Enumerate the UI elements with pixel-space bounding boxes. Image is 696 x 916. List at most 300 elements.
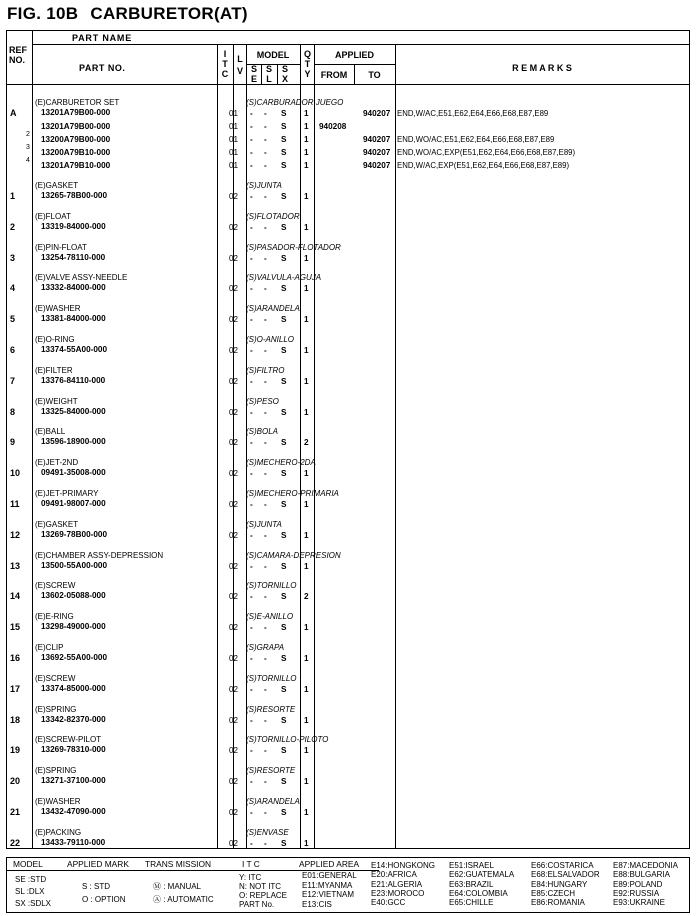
- part-number: 13201A79B00-000: [41, 122, 111, 131]
- quantity: 1: [304, 530, 309, 540]
- level: 02: [229, 684, 238, 694]
- model-se: -: [250, 122, 253, 131]
- part-name: (E)SCREW: [35, 673, 76, 683]
- ref-number: 10: [10, 468, 21, 479]
- model-sx: S: [281, 346, 287, 355]
- ref-number: 4: [10, 283, 16, 294]
- quantity: 1: [304, 777, 309, 787]
- model-sl: -: [264, 438, 267, 448]
- table-row: [7, 302, 691, 332]
- model-se: -: [250, 284, 253, 294]
- legend-transmission-header: TRANS MISSION: [145, 859, 212, 869]
- part-number: 13692-55A00-000: [41, 653, 108, 662]
- part-name: (E)FILTER: [35, 365, 73, 375]
- level: 02: [229, 192, 238, 201]
- page-title: [7, 4, 248, 24]
- model-sl: -: [264, 407, 267, 417]
- model-sx: S: [281, 253, 287, 263]
- model-sl: -: [264, 592, 267, 602]
- part-name: (E)E-RING: [35, 612, 74, 622]
- quantity: 1: [304, 109, 309, 118]
- model-se: -: [250, 135, 253, 144]
- part-name: (E)PACKING: [35, 827, 82, 837]
- remarks: END,WO/AC,EXP(E51,E62,E64,E66,E68,E87,E89): [397, 148, 576, 157]
- part-name: (E)GASKET: [35, 181, 79, 190]
- table-row: [7, 610, 691, 640]
- spanish-name: (S)BOLA: [246, 427, 279, 437]
- ref-number: 8: [10, 406, 16, 417]
- level: 02: [229, 253, 238, 263]
- spanish-name: (S)RESORTE: [246, 766, 296, 776]
- table-row: [7, 364, 691, 394]
- spanish-name: (S)FILTRO: [246, 365, 285, 375]
- part-name: (E)WASHER: [35, 797, 81, 806]
- model-se: -: [250, 838, 253, 848]
- parts-table: [6, 30, 690, 849]
- quantity: 2: [304, 592, 309, 602]
- legend-model-header: MODEL: [13, 859, 43, 869]
- spanish-name: (S)PASADOR-FLOTADOR: [246, 242, 341, 252]
- quantity: 1: [304, 654, 309, 663]
- model-sx: S: [281, 469, 287, 479]
- part-number: 09491-98007-000: [41, 499, 106, 508]
- model-se: -: [250, 808, 253, 817]
- table-row: [7, 179, 691, 209]
- model-se: -: [250, 346, 253, 355]
- part-number: 13374-85000-000: [41, 683, 106, 693]
- quantity: 1: [304, 135, 309, 144]
- level: 02: [229, 838, 238, 848]
- legend-area-list-4: E66:COSTARICA E68:ELSALVADOR E84:HUNGARY E85:CZECH E86:ROMANIA: [531, 861, 600, 908]
- spanish-name: (S)JUNTA: [246, 181, 282, 190]
- model-sl: -: [264, 346, 267, 355]
- level: 02: [229, 315, 238, 325]
- quantity: 1: [304, 284, 309, 294]
- level: 02: [229, 561, 238, 571]
- spanish-name: (S)E-ANILLO: [246, 612, 294, 622]
- part-name: (E)SPRING: [35, 704, 77, 714]
- quantity: 1: [304, 407, 309, 417]
- part-name: (E)FLOAT: [35, 211, 71, 221]
- level: 01: [229, 122, 239, 131]
- table-row: [7, 456, 691, 486]
- model-sl: -: [264, 284, 267, 294]
- quantity: 1: [304, 346, 309, 355]
- quantity: 1: [304, 376, 309, 386]
- quantity: 1: [304, 122, 309, 131]
- part-name: (E)WASHER: [35, 304, 81, 314]
- ref-number: 11: [10, 499, 20, 509]
- part-number: 13319-84000-000: [41, 221, 106, 231]
- level: 02: [229, 469, 238, 479]
- part-name: (E)SCREW-PILOT: [35, 735, 102, 745]
- model-sl: -: [264, 135, 267, 144]
- table-row: [7, 487, 691, 517]
- level: 02: [229, 438, 238, 448]
- part-name: (E)GASKET: [35, 519, 79, 529]
- model-se: -: [250, 109, 253, 118]
- model-sx: S: [281, 148, 287, 157]
- spanish-name: (S)MECHERO-2DA: [246, 458, 316, 468]
- model-se: -: [250, 684, 253, 694]
- ref-number: 7: [10, 375, 16, 386]
- model-sx: S: [281, 376, 287, 386]
- legend-applied-mark-list: S : STD O : OPTION: [82, 882, 126, 904]
- model-sl: -: [264, 838, 267, 848]
- table-subrow: [7, 157, 691, 173]
- ref-number: 21: [10, 807, 21, 817]
- model-sx: S: [281, 407, 287, 417]
- applied-to: 940207: [363, 135, 391, 144]
- part-name: (E)JET-PRIMARY: [35, 489, 99, 498]
- variant-index: 3: [26, 144, 30, 151]
- model-sx: S: [281, 746, 287, 756]
- ref-number: 2: [10, 221, 16, 232]
- model-sx: S: [281, 438, 287, 448]
- legend-itc-list: Y: ITC N: NOT ITC O: REPLACE PART No.: [239, 873, 288, 909]
- table-row: [7, 518, 691, 548]
- variant-index: 4: [26, 157, 30, 164]
- part-number: 13342-82370-000: [41, 714, 106, 724]
- table-subrow: [7, 144, 691, 160]
- spanish-name: (S)RESORTE: [246, 704, 296, 714]
- spanish-name: (S)GRAPA: [246, 643, 285, 652]
- spanish-name: (S)MECHERO-PRIMARIA: [246, 489, 339, 498]
- part-number: 13325-84000-000: [41, 406, 106, 416]
- table-row: [7, 395, 691, 425]
- model-sx: S: [281, 715, 287, 725]
- model-sl: -: [264, 315, 267, 325]
- applied-to: 940207: [363, 148, 391, 157]
- part-number: 13265-78B00-000: [41, 191, 108, 200]
- table-row: [7, 425, 691, 455]
- level: 01: [229, 148, 239, 157]
- spanish-name: (S)TORNILLO: [246, 673, 297, 683]
- header-rule: [314, 64, 395, 65]
- quantity: 1: [304, 561, 309, 571]
- table-row: [7, 764, 691, 794]
- spanish-name: (S)ENVASE: [246, 827, 289, 837]
- legend-area-list-1: E01:GENERAL E11:MYANMA E12:VIETNAM E13:CIS: [302, 871, 357, 909]
- level: 02: [229, 530, 238, 540]
- model-sx: S: [281, 684, 287, 694]
- level: 02: [229, 623, 238, 633]
- ref-number: 15: [10, 622, 21, 633]
- table-row: [7, 333, 691, 363]
- model-sx: S: [281, 315, 287, 325]
- part-name: (E)WEIGHT: [35, 396, 78, 406]
- model-sx: S: [281, 592, 287, 602]
- table-row: [7, 210, 691, 240]
- applied-header: APPLIED: [334, 50, 374, 60]
- model-sl: -: [264, 376, 267, 386]
- part-name: (E)SPRING: [35, 766, 77, 776]
- ref-number: 18: [10, 714, 21, 725]
- model-sl: -: [264, 148, 267, 157]
- quantity: 1: [304, 315, 309, 325]
- ref-number: 17: [10, 683, 21, 694]
- model-sx: S: [281, 192, 287, 201]
- legend: [6, 857, 690, 913]
- variant-index: 2: [26, 131, 30, 138]
- part-number: 13596-18900-000: [41, 437, 106, 447]
- figure-number: FIG. 10B: [7, 4, 79, 23]
- level: 01: [229, 109, 238, 118]
- quantity: 1: [304, 746, 309, 756]
- part-number: 13271-37100-000: [41, 776, 106, 786]
- part-number: 13254-78110-000: [41, 252, 106, 262]
- table-row: [7, 271, 691, 301]
- model-sx: S: [281, 500, 287, 509]
- part-number: 13201A79B00-000: [41, 108, 111, 117]
- applied-to: 940207: [363, 161, 391, 170]
- model-se: -: [250, 715, 253, 725]
- model-sl: -: [264, 122, 267, 131]
- level: 02: [229, 654, 238, 663]
- level: 02: [229, 346, 238, 355]
- spanish-name: (S)FLOTADOR: [246, 211, 300, 221]
- part-name: (E)SCREW: [35, 581, 76, 591]
- lv-header: L V: [236, 54, 243, 76]
- to-header: TO: [368, 70, 381, 80]
- part-number: 13269-78310-000: [41, 745, 106, 755]
- part-number: 13602-05088-000: [41, 591, 106, 601]
- legend-applied-mark-header: APPLIED MARK: [67, 859, 129, 869]
- table-row: [7, 549, 691, 579]
- header-rule: [7, 84, 689, 85]
- part-number: 13200A79B10-000: [41, 148, 111, 157]
- level: 02: [229, 376, 238, 386]
- part-number: 13381-84000-000: [41, 314, 106, 324]
- table-row: [7, 826, 691, 856]
- applied-to: 940207: [363, 109, 391, 118]
- model-se: -: [250, 407, 253, 417]
- model-se: -: [250, 222, 253, 232]
- spanish-name: (S)JUNTA: [246, 519, 282, 529]
- part-number: 13374-55A00-000: [41, 345, 108, 354]
- model-se: -: [250, 376, 253, 386]
- part-number: 09491-35008-000: [41, 468, 106, 478]
- model-sl: -: [264, 746, 267, 756]
- ref-no-header: REF NO.: [9, 45, 27, 65]
- model-se-header: S E: [250, 64, 257, 84]
- model-header: MODEL: [256, 50, 290, 60]
- ref-number: A: [10, 108, 17, 118]
- model-se: -: [250, 777, 253, 787]
- table-subrow: [7, 121, 691, 134]
- level: 02: [229, 746, 238, 756]
- model-se: -: [250, 592, 253, 602]
- quantity: 1: [304, 500, 309, 509]
- model-se: -: [250, 438, 253, 448]
- ref-number: 22: [10, 837, 21, 848]
- quantity: 1: [304, 623, 309, 633]
- table-subrow: [7, 131, 691, 147]
- level: 02: [229, 222, 238, 232]
- model-se: -: [250, 469, 253, 479]
- part-name: (E)CLIP: [35, 643, 64, 652]
- model-sx: S: [281, 838, 287, 848]
- remarks: END,W/AC,EXP(E51,E62,E64,E66,E68,E87,E89): [397, 161, 570, 170]
- quantity: 1: [304, 161, 309, 170]
- level: 02: [229, 808, 238, 817]
- model-sx: S: [281, 654, 287, 663]
- header-rule: [32, 44, 689, 45]
- quantity: 1: [304, 838, 309, 848]
- part-number: 13298-49000-000: [41, 622, 106, 632]
- model-se: -: [250, 623, 253, 633]
- ref-number: 16: [10, 653, 21, 663]
- part-name: (E)VALVE ASSY-NEEDLE: [35, 273, 128, 283]
- part-number: 13432-47090-000: [41, 807, 106, 816]
- model-sl: -: [264, 192, 267, 201]
- part-name: (E)JET-2ND: [35, 458, 79, 468]
- spanish-name: (S)ARANDELA: [246, 797, 300, 806]
- table-row: [7, 641, 691, 671]
- spanish-name: (S)PESO: [246, 396, 279, 406]
- part-number: 13200A79B00-000: [41, 135, 111, 144]
- model-sx: S: [281, 161, 287, 170]
- model-sl: -: [264, 808, 267, 817]
- quantity: 1: [304, 222, 309, 232]
- model-sl: -: [264, 715, 267, 725]
- model-sl: -: [264, 777, 267, 787]
- ref-number: 3: [10, 252, 16, 263]
- from-header: FROM: [320, 70, 348, 80]
- model-sx: S: [281, 623, 287, 633]
- ref-number: 6: [10, 345, 16, 355]
- part-number: 13500-55A00-000: [41, 560, 108, 570]
- model-sl: -: [264, 684, 267, 694]
- model-se: -: [250, 161, 253, 170]
- model-sx: S: [281, 777, 287, 787]
- model-sx: S: [281, 109, 287, 118]
- model-sl: -: [264, 623, 267, 633]
- table-row: [7, 579, 691, 609]
- legend-area-list-3: E51:ISRAEL E62:GUATEMALA E63:BRAZIL E64:COLOMBIA E65:CHILLE: [449, 861, 515, 908]
- model-sx: S: [281, 284, 287, 294]
- spanish-name: (S)CAMARA-DEPRESION: [246, 550, 341, 560]
- part-number: 13433-79110-000: [41, 837, 106, 847]
- model-sx-header: S X: [281, 64, 288, 84]
- table-row: [7, 703, 691, 733]
- ref-number: 13: [10, 560, 21, 571]
- quantity: 1: [304, 684, 309, 694]
- model-sx: S: [281, 222, 287, 232]
- qty-header: Q T Y: [303, 49, 311, 79]
- model-sx: S: [281, 561, 287, 571]
- remarks: END,WO/AC,E51,E62,E64,E66,E68,E87,E89: [397, 135, 555, 144]
- part-number: 13332-84000-000: [41, 283, 106, 293]
- applied-from: 940208: [319, 122, 347, 131]
- remarks-header: R E M A R K S: [512, 63, 572, 73]
- part-name-header: PART NAME: [72, 33, 133, 43]
- ref-number: 9: [10, 437, 16, 448]
- spanish-name: (S)VALVULA-AGUJA: [246, 273, 322, 283]
- table-row: [7, 795, 691, 825]
- part-name: (E)PIN-FLOAT: [35, 242, 87, 252]
- quantity: 1: [304, 148, 309, 157]
- model-sl: -: [264, 530, 267, 540]
- model-sl: -: [264, 253, 267, 263]
- model-se: -: [250, 253, 253, 263]
- part-number: 13269-78B00-000: [41, 529, 108, 539]
- model-sl: -: [264, 222, 267, 232]
- legend-applied-area-header: APPLIED AREA: [299, 859, 360, 869]
- level: 01: [229, 161, 239, 170]
- model-sl: -: [264, 654, 267, 663]
- spanish-name: (S)TORNILLO: [246, 581, 297, 591]
- legend-model-list: SE :STD SL :DLX SX :SDLX: [15, 875, 52, 908]
- table-row: [7, 241, 691, 271]
- legend-area-list-5: E87:MACEDONIA E88:BULGARIA E89:POLAND E92:RUSSIA E93:UKRAINE: [613, 861, 678, 908]
- ref-number: 12: [10, 529, 21, 540]
- model-sl: -: [264, 109, 267, 118]
- level: 02: [229, 592, 238, 602]
- quantity: 1: [304, 469, 309, 479]
- model-sl-header: S L: [265, 64, 272, 84]
- ref-number: 20: [10, 776, 21, 787]
- ref-number: 19: [10, 745, 21, 756]
- quantity: 1: [304, 715, 309, 725]
- ref-number: 5: [10, 314, 16, 325]
- model-se: -: [250, 500, 253, 509]
- ref-number: 1: [10, 191, 16, 201]
- model-sx: S: [281, 122, 287, 131]
- model-sl: -: [264, 500, 267, 509]
- model-se: -: [250, 530, 253, 540]
- legend-itc-header: I T C: [242, 859, 260, 869]
- quantity: 1: [304, 253, 309, 263]
- spanish-name: (S)ARANDELA: [246, 304, 300, 314]
- model-se: -: [250, 561, 253, 571]
- itc-header: I T C: [221, 49, 229, 79]
- legend-transmission-list: Ⓜ : MANUAL Ⓐ : AUTOMATIC: [153, 882, 214, 904]
- model-sl: -: [264, 161, 267, 170]
- model-se: -: [250, 148, 253, 157]
- quantity: 1: [304, 808, 309, 817]
- level: 02: [229, 715, 238, 725]
- part-name: (E)BALL: [35, 427, 66, 437]
- level: 02: [229, 500, 238, 509]
- model-se: -: [250, 746, 253, 756]
- level: 01: [229, 135, 239, 144]
- part-no-header: PART NO.: [79, 63, 126, 73]
- model-sx: S: [281, 530, 287, 540]
- part-number: 13201A79B10-000: [41, 161, 111, 170]
- remarks: END,W/AC,E51,E62,E64,E66,E68,E87,E89: [397, 109, 549, 118]
- level: 02: [229, 777, 238, 787]
- model-se: -: [250, 192, 253, 201]
- level: 02: [229, 284, 238, 294]
- part-name: (E)CHAMBER ASSY-DEPRESSION: [35, 550, 164, 560]
- ref-number: 14: [10, 591, 21, 602]
- part-name: (E)CARBURETOR SET: [35, 98, 120, 107]
- part-number: 13376-84110-000: [41, 375, 106, 385]
- model-sl: -: [264, 469, 267, 479]
- table-row: [7, 733, 691, 763]
- part-name: (E)O-RING: [35, 335, 75, 344]
- legend-area-list-2: E14:HONGKONG E20:AFRICA E21:ALGERIA E23:MOROCO E40:GCC: [371, 861, 436, 908]
- model-se: -: [250, 315, 253, 325]
- spanish-name: (S)TORNILLO-PILOTO: [246, 735, 329, 745]
- model-sx: S: [281, 808, 287, 817]
- model-se: -: [250, 654, 253, 663]
- model-sl: -: [264, 561, 267, 571]
- quantity: 2: [304, 438, 309, 448]
- quantity: 1: [304, 192, 309, 201]
- table-row: [7, 672, 691, 702]
